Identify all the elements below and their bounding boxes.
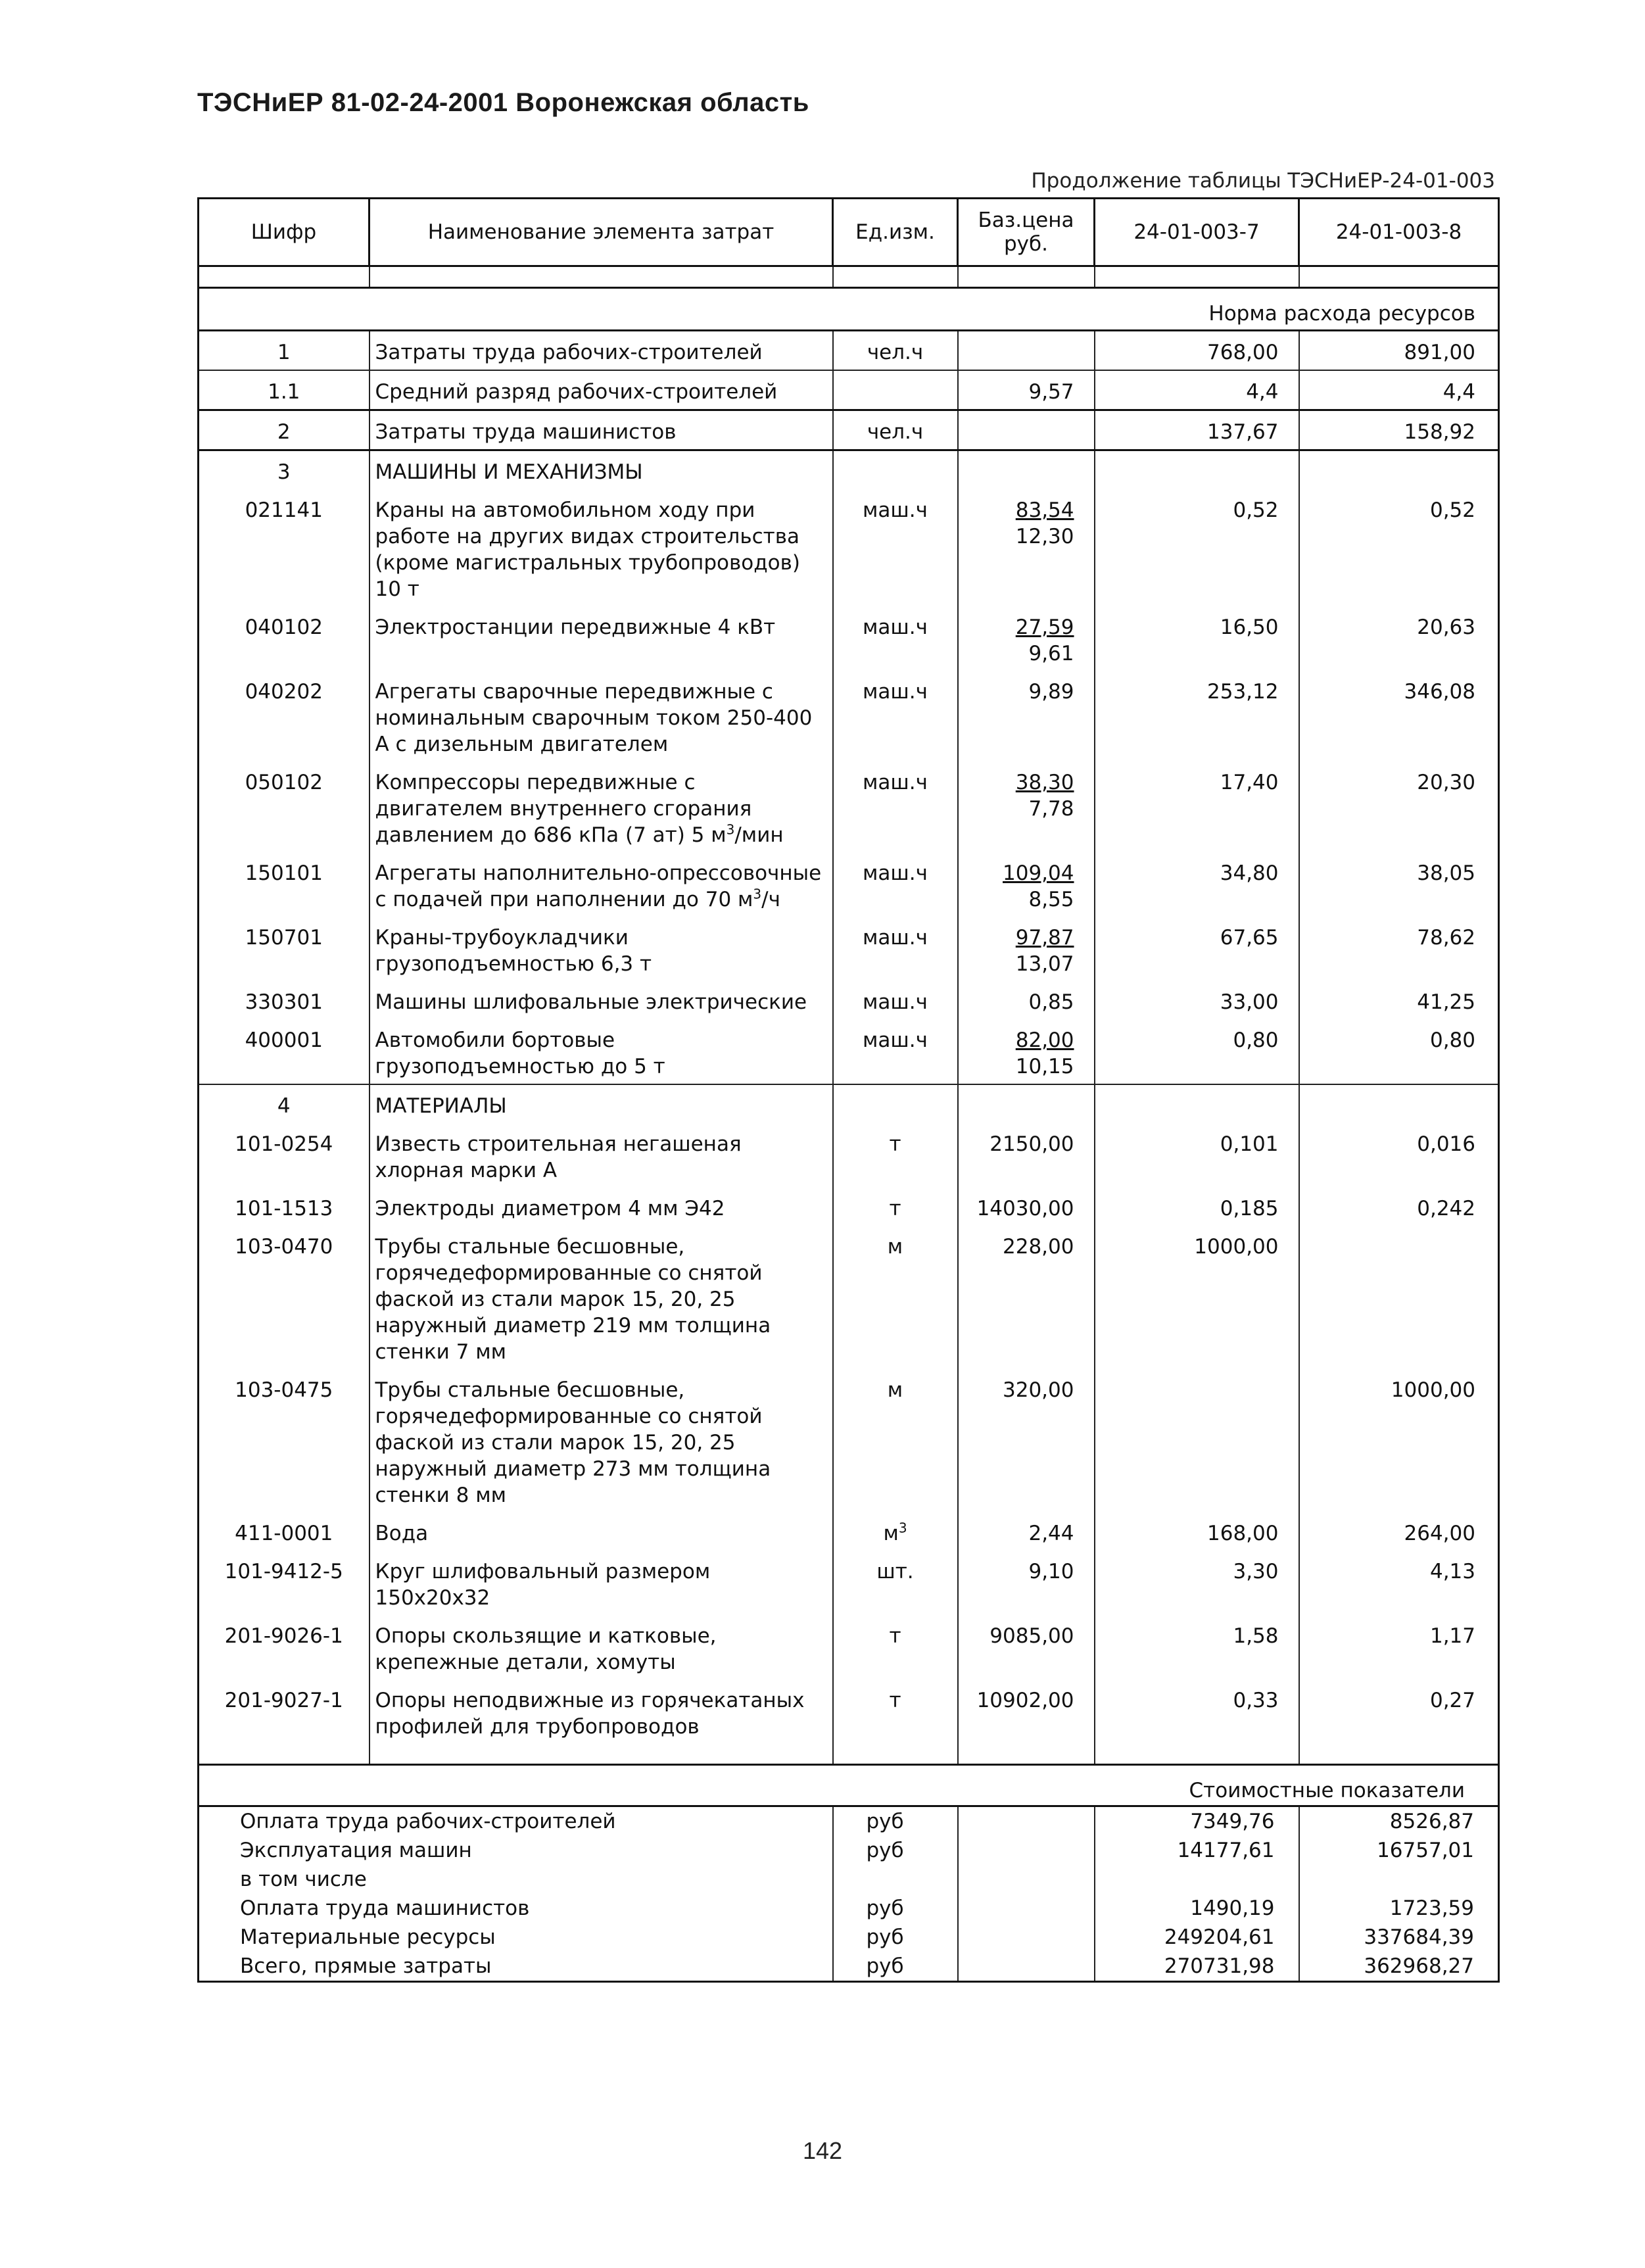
row-price <box>958 331 1095 371</box>
row-value-7: 0,101 <box>1095 1123 1299 1188</box>
row-code: 1.1 <box>199 370 370 410</box>
row-price <box>958 852 1095 917</box>
cost-value-7: 249204,61 <box>1095 1923 1299 1952</box>
row-value-8: 0,242 <box>1299 1188 1499 1226</box>
row-code: 101-9412-5 <box>199 1551 370 1615</box>
row-code: 103-0470 <box>199 1226 370 1369</box>
row-price <box>958 671 1095 761</box>
cost-row <box>199 1836 1499 1865</box>
cost-row-unit <box>833 1865 958 1894</box>
cost-value-7: 7349,76 <box>1095 1806 1299 1837</box>
row-unit <box>833 1679 958 1744</box>
page-number: 142 <box>802 2137 843 2164</box>
row-name-tail: /ч <box>761 888 780 911</box>
row-value-7: 3,30 <box>1095 1551 1299 1615</box>
unit-text: т <box>889 1624 901 1648</box>
row-name <box>370 606 833 671</box>
row-value-7: 33,00 <box>1095 981 1299 1019</box>
row-value-8: 0,016 <box>1299 1123 1499 1188</box>
price-total: 27,59 <box>1015 615 1074 639</box>
row-name <box>370 852 833 917</box>
row-name: Трубы стальные бесшовные, горячедеформированные со снятой фаской из стали марок 15, 20, 25 наружный диаметр 273 мм толщина стенки 8 мм <box>370 1369 833 1512</box>
row-value-8: 78,62 <box>1299 917 1499 981</box>
row-unit: маш.ч <box>833 1019 958 1084</box>
row-value-7: 4,4 <box>1095 370 1299 410</box>
price-total: 9,89 <box>1028 680 1074 704</box>
row-value-8: 41,25 <box>1299 981 1499 1019</box>
price-wage: 12,30 <box>1015 525 1074 548</box>
price-total: 82,00 <box>1015 1028 1074 1052</box>
row-name: Затраты труда машинистов <box>370 410 833 450</box>
row-name-text: Краны на автомобильном ходу при работе на других видах строительства (кроме магистральных трубопроводов) 10 т <box>375 498 800 601</box>
row-unit: маш.ч <box>833 489 958 606</box>
row-name-text: Агрегаты наполнительно-опрессовочные с подачей при наполнении до 70 м <box>375 861 822 911</box>
row-price <box>958 761 1095 852</box>
row-name: Электроды диаметром 4 мм Э42 <box>370 1188 833 1226</box>
row-name: Трубы стальные бесшовные, горячедеформированные со снятой фаской из стали марок 15, 20, 25 наружный диаметр 219 мм толщина стенки 7 мм <box>370 1226 833 1369</box>
row-price <box>958 981 1095 1019</box>
price-wage: 8,55 <box>1028 888 1074 911</box>
norm-label: Норма расхода ресурсов <box>199 288 1499 331</box>
unit-text: шт. <box>876 1560 914 1583</box>
machine-row <box>199 1019 1499 1084</box>
machine-row <box>199 761 1499 852</box>
row-code: 050102 <box>199 761 370 852</box>
row-price: 320,00 <box>958 1369 1095 1512</box>
row-value-8: 4,4 <box>1299 370 1499 410</box>
cost-row-unit: руб <box>833 1952 958 1982</box>
row-unit <box>833 1512 958 1551</box>
cost-row-label: Оплата труда машинистов <box>199 1894 833 1923</box>
spacer-row <box>199 266 1499 288</box>
cost-row-unit: руб <box>833 1806 958 1837</box>
row-unit: маш.ч <box>833 852 958 917</box>
row-value-7 <box>1095 1369 1299 1512</box>
cost-row-unit: руб <box>833 1923 958 1952</box>
row-value-7: 1000,00 <box>1095 1226 1299 1369</box>
row-price: 9085,00 <box>958 1615 1095 1679</box>
section-code: 3 <box>199 450 370 490</box>
row-name: Средний разряд рабочих-строителей <box>370 370 833 410</box>
cost-row-label: Эксплуатация машин <box>199 1836 833 1865</box>
row-code: 150101 <box>199 852 370 917</box>
row-value-7: 253,12 <box>1095 671 1299 761</box>
row-code: 1 <box>199 331 370 371</box>
cost-label-row <box>199 1765 1499 1806</box>
price-total: 97,87 <box>1015 926 1074 950</box>
material-row <box>199 1615 1499 1679</box>
row-value-7: 0,185 <box>1095 1188 1299 1226</box>
material-row <box>199 1551 1499 1615</box>
spacer-row <box>199 1744 1499 1765</box>
machine-row <box>199 671 1499 761</box>
row-value-7: 768,00 <box>1095 331 1299 371</box>
cost-value-7: 270731,98 <box>1095 1952 1299 1982</box>
cost-value-8: 362968,27 <box>1299 1952 1499 1982</box>
cost-value-8 <box>1299 1865 1499 1894</box>
cost-value-8: 337684,39 <box>1299 1923 1499 1952</box>
cost-row-label: Материальные ресурсы <box>199 1923 833 1952</box>
cost-row <box>199 1952 1499 1982</box>
material-row <box>199 1369 1499 1512</box>
price-total: 83,54 <box>1015 498 1074 522</box>
row-value-8: 20,63 <box>1299 606 1499 671</box>
row-name-text: Электростанции передвижные 4 кВт <box>375 615 776 639</box>
cost-row-label: в том числе <box>199 1865 833 1894</box>
cost-value-8: 16757,01 <box>1299 1836 1499 1865</box>
unit-text: м <box>887 1378 903 1402</box>
row-price <box>958 410 1095 450</box>
cost-row-unit: руб <box>833 1836 958 1865</box>
row-value-8: 4,13 <box>1299 1551 1499 1615</box>
price-total: 109,04 <box>1003 861 1074 885</box>
price-total: 38,30 <box>1015 771 1074 794</box>
row-name-text: Компрессоры передвижные с двигателем внутреннего сгорания давлением до 686 кПа (7 ат) 5 м <box>375 771 752 847</box>
row-unit <box>833 1226 958 1369</box>
table-continuation-note: Продолжение таблицы ТЭСНиЕР-24-01-003 <box>1031 169 1495 193</box>
unit-text: т <box>889 1132 901 1156</box>
row-value-8: 891,00 <box>1299 331 1499 371</box>
row-name-text: Агрегаты сварочные передвижные с номинальным сварочным током 250-400 А с дизельным двигателем <box>375 680 813 756</box>
header-col7: 24-01-003-7 <box>1095 199 1299 266</box>
row-code: 411-0001 <box>199 1512 370 1551</box>
row-name: Опоры неподвижные из горячекатаных профилей для трубопроводов <box>370 1679 833 1744</box>
machine-row <box>199 852 1499 917</box>
row-value-7: 17,40 <box>1095 761 1299 852</box>
row-value-7: 168,00 <box>1095 1512 1299 1551</box>
row-unit: маш.ч <box>833 981 958 1019</box>
row-unit: чел.ч <box>833 410 958 450</box>
cost-row-label: Всего, прямые затраты <box>199 1952 833 1982</box>
material-row <box>199 1123 1499 1188</box>
material-row <box>199 1226 1499 1369</box>
row-name: Известь строительная негашеная хлорная марки А <box>370 1123 833 1188</box>
price-wage: 13,07 <box>1015 952 1074 976</box>
price-total: 0,85 <box>1028 990 1074 1014</box>
row-code: 040202 <box>199 671 370 761</box>
section-title: МАТЕРИАЛЫ <box>370 1084 833 1123</box>
row-price: 9,57 <box>958 370 1095 410</box>
row-price <box>958 606 1095 671</box>
row-unit: маш.ч <box>833 761 958 852</box>
row-code: 2 <box>199 410 370 450</box>
row-unit <box>833 1188 958 1226</box>
resource-norms-table <box>197 197 1500 1983</box>
unit-text: т <box>889 1689 901 1712</box>
row-unit <box>833 1615 958 1679</box>
row-name <box>370 1019 833 1084</box>
row-value-8: 20,30 <box>1299 761 1499 852</box>
material-row <box>199 1679 1499 1744</box>
row-price: 2150,00 <box>958 1123 1095 1188</box>
cost-row <box>199 1865 1499 1894</box>
row-value-8 <box>1299 1226 1499 1369</box>
row-unit <box>833 1123 958 1188</box>
price-wage: 9,61 <box>1028 642 1074 665</box>
section-code: 4 <box>199 1084 370 1123</box>
row-unit: чел.ч <box>833 331 958 371</box>
row-value-7: 16,50 <box>1095 606 1299 671</box>
superscript: 3 <box>726 821 735 838</box>
row-code: 021141 <box>199 489 370 606</box>
cost-row-label: Оплата труда рабочих-строителей <box>199 1806 833 1837</box>
header-unit: Ед.изм. <box>833 199 958 266</box>
cost-row <box>199 1923 1499 1952</box>
row-value-8: 0,52 <box>1299 489 1499 606</box>
cost-value-8: 1723,59 <box>1299 1894 1499 1923</box>
header-code: Шифр <box>199 199 370 266</box>
row-unit: маш.ч <box>833 671 958 761</box>
labor-row <box>199 370 1499 410</box>
row-code: 103-0475 <box>199 1369 370 1512</box>
row-name-text: Краны-трубоукладчики грузоподъемностью 6,3 т <box>375 926 652 976</box>
superscript: 3 <box>753 886 762 902</box>
row-value-8: 38,05 <box>1299 852 1499 917</box>
row-code: 150701 <box>199 917 370 981</box>
price-wage: 10,15 <box>1015 1055 1074 1078</box>
row-name <box>370 671 833 761</box>
row-name-tail: /мин <box>734 823 784 847</box>
row-value-8: 1,17 <box>1299 1615 1499 1679</box>
row-value-7: 67,65 <box>1095 917 1299 981</box>
row-value-7: 0,80 <box>1095 1019 1299 1084</box>
row-price <box>958 1019 1095 1084</box>
row-price <box>958 489 1095 606</box>
row-value-8: 158,92 <box>1299 410 1499 450</box>
row-name-text: Машины шлифовальные электрические <box>375 990 807 1014</box>
row-code: 330301 <box>199 981 370 1019</box>
cost-value-7: 1490,19 <box>1095 1894 1299 1923</box>
machine-row <box>199 917 1499 981</box>
cost-row <box>199 1894 1499 1923</box>
row-code: 201-9026-1 <box>199 1615 370 1679</box>
cost-value-7: 14177,61 <box>1095 1836 1299 1865</box>
material-row <box>199 1512 1499 1551</box>
row-unit <box>833 1369 958 1512</box>
row-value-7: 0,52 <box>1095 489 1299 606</box>
row-price: 2,44 <box>958 1512 1095 1551</box>
table-body <box>199 266 1499 1982</box>
cost-row <box>199 1806 1499 1837</box>
row-name <box>370 761 833 852</box>
row-value-8: 1000,00 <box>1299 1369 1499 1512</box>
row-value-8: 264,00 <box>1299 1512 1499 1551</box>
norm-label-row <box>199 288 1499 331</box>
row-price: 9,10 <box>958 1551 1095 1615</box>
row-unit <box>833 1551 958 1615</box>
price-wage: 7,78 <box>1028 797 1074 821</box>
row-name: Вода <box>370 1512 833 1551</box>
row-price: 14030,00 <box>958 1188 1095 1226</box>
document-title: ТЭСНиЕР 81-02-24-2001 Воронежская область <box>197 88 809 117</box>
row-name <box>370 981 833 1019</box>
row-name: Опоры скользящие и катковые, крепежные детали, хомуты <box>370 1615 833 1679</box>
section-header-machines <box>199 450 1499 490</box>
table-header-row <box>199 199 1499 266</box>
section-header-materials <box>199 1084 1499 1123</box>
row-value-7: 1,58 <box>1095 1615 1299 1679</box>
machine-row <box>199 606 1499 671</box>
row-price: 10902,00 <box>958 1679 1095 1744</box>
row-code: 101-1513 <box>199 1188 370 1226</box>
row-price <box>958 917 1095 981</box>
row-name <box>370 489 833 606</box>
row-code: 201-9027-1 <box>199 1679 370 1744</box>
row-value-7: 137,67 <box>1095 410 1299 450</box>
row-value-7: 34,80 <box>1095 852 1299 917</box>
cost-value-8: 8526,87 <box>1299 1806 1499 1837</box>
unit-text: м <box>887 1235 903 1259</box>
row-unit: маш.ч <box>833 606 958 671</box>
header-name: Наименование элемента затрат <box>370 199 833 266</box>
row-name-text: Автомобили бортовые грузоподъемностью до 5 т <box>375 1028 665 1078</box>
row-code: 400001 <box>199 1019 370 1084</box>
header-col8: 24-01-003-8 <box>1299 199 1499 266</box>
row-unit <box>833 370 958 410</box>
row-value-8: 0,80 <box>1299 1019 1499 1084</box>
superscript: 3 <box>898 1520 907 1536</box>
cost-row-unit: руб <box>833 1894 958 1923</box>
machine-row <box>199 981 1499 1019</box>
row-value-7: 0,33 <box>1095 1679 1299 1744</box>
machine-row <box>199 489 1499 606</box>
row-name: Круг шлифовальный размером 150x20x32 <box>370 1551 833 1615</box>
unit-text: т <box>889 1197 901 1220</box>
cost-label: Стоимостные показатели <box>199 1765 1499 1806</box>
row-price: 228,00 <box>958 1226 1095 1369</box>
header-price: Баз.цена руб. <box>958 199 1095 266</box>
cost-value-7 <box>1095 1865 1299 1894</box>
unit-text: м <box>883 1522 899 1545</box>
row-code: 040102 <box>199 606 370 671</box>
row-name <box>370 917 833 981</box>
row-unit: маш.ч <box>833 917 958 981</box>
row-name: Затраты труда рабочих-строителей <box>370 331 833 371</box>
row-value-8: 0,27 <box>1299 1679 1499 1744</box>
material-row <box>199 1188 1499 1226</box>
labor-row <box>199 410 1499 450</box>
row-code: 101-0254 <box>199 1123 370 1188</box>
row-value-8: 346,08 <box>1299 671 1499 761</box>
section-title: МАШИНЫ И МЕХАНИЗМЫ <box>370 450 833 490</box>
labor-row <box>199 331 1499 371</box>
